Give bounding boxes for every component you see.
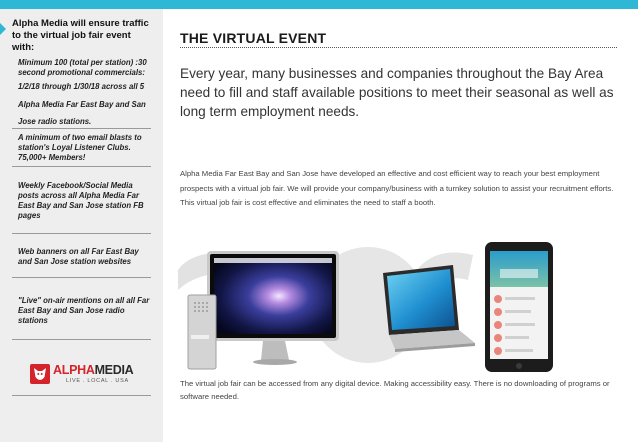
sidebar	[0, 9, 163, 442]
body-paragraph: Alpha Media Far East Bay and San Jose have developed an effective and cost efficient way to reach your best employment prospects with a virtual job fair. We will provide your company/business with a turnkey solution to assist your recruitment efforts. This virtual job fair is cost effective and eliminates the need to staff a booth.	[180, 169, 614, 207]
sidebar-divider	[12, 233, 151, 234]
promo-dates-text: 1/2/18 through 1/30/18 across all 5	[18, 82, 145, 91]
logo-wordmark: ALPHAMEDIA	[53, 363, 134, 377]
devices-illustration	[163, 235, 638, 375]
alpha-media-logo	[30, 363, 140, 385]
promo-commercials-text: Minimum 100 (total per station) :30 second promotional commercials:	[18, 58, 147, 77]
lead-paragraph: Every year, many businesses and companies throughout the Bay Area need to fill and staff available positions to meet their seasonal as well as long term employment needs.	[180, 66, 614, 119]
page-title: THE VIRTUAL EVENT	[180, 30, 327, 46]
top-accent-bar	[0, 0, 638, 9]
sidebar-divider	[12, 395, 151, 396]
social-posts-text: Weekly Facebook/Social Media posts across all Alpha Media Far East Bay and San Jose station FB pages	[18, 181, 144, 220]
devices-caption: The virtual job fair can be accessed from any digital device. Making accessibility easy. There is no downloading of programs or software needed.	[180, 379, 610, 401]
smartphone-icon	[485, 242, 553, 372]
alpha-media-mark-icon	[30, 364, 50, 384]
sidebar-pointer-icon	[0, 23, 6, 35]
sidebar-divider	[12, 128, 151, 129]
logo-tagline: LIVE . LOCAL . USA	[66, 378, 129, 384]
web-banners-text: Web banners on all Far East Bay and San Jose station websites	[18, 247, 139, 266]
sidebar-heading: Alpha Media will ensure traffic to the virtual job fair event with:	[12, 18, 149, 53]
title-divider	[180, 47, 617, 48]
promo-stations-cont-text: Jose radio stations.	[18, 117, 92, 126]
sidebar-divider	[12, 277, 151, 278]
sidebar-divider	[12, 339, 151, 340]
computer-tower-icon	[188, 295, 216, 369]
desktop-monitor-icon	[207, 251, 339, 365]
live-mentions-text: "Live" on-air mentions on all all Far East Bay and San Jose radio stations	[18, 296, 150, 325]
sidebar-divider	[12, 166, 151, 167]
email-blasts-text: A minimum of two email blasts to station's Loyal Listener Clubs. 75,000+ Members!	[18, 133, 142, 162]
promo-stations-text: Alpha Media Far East Bay and San	[18, 100, 146, 109]
